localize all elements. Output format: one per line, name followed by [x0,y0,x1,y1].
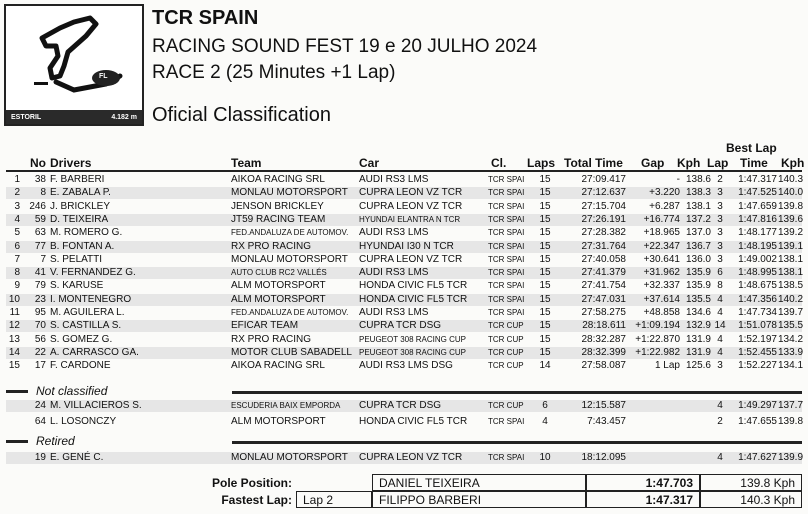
position: 9 [14,280,20,292]
team-name: FED.ANDALUZA DE AUTOMOV. [231,228,349,238]
best-lap-kph: 134.1 [778,360,804,372]
table-row [6,214,802,226]
best-lap-kph: 140.0 [778,187,804,199]
team-header: Team [231,156,262,170]
car-model: AUDI RS3 LMS [359,174,429,185]
best-lap-number: 4 [717,452,723,463]
avg-kph: 135.9 [685,267,711,279]
laps: 15 [539,174,551,185]
car-model: CUPRA LEON VZ TCR [359,187,463,199]
car-header: Car [359,156,380,170]
best-lap-time: 1:47.525 [738,187,777,199]
team-name: MOTOR CLUB SABADELL [231,346,352,358]
table-row [6,452,802,464]
best-lap-number: 2 [717,174,723,185]
best-lap-time: 1:47.816 [738,213,777,225]
team-name: FED.ANDALUZA DE AUTOMOV. [231,308,349,317]
class: TCR CUP [488,321,524,331]
laps: 15 [539,346,551,358]
best-lap-number: 4 [717,400,723,411]
avg-kph: 137.2 [685,213,711,225]
best-lap-number: 8 [717,280,723,292]
total-time: 27:28.382 [581,227,626,239]
total-time: 27:40.058 [581,253,626,265]
best-lap-number: 4 [717,333,723,345]
best-lap-kph: 138.1 [778,253,804,265]
best-lap-kph: 133.9 [778,346,804,358]
best-lap-kph: 137.7 [778,400,804,411]
best-lap-time: 1:49.002 [738,253,777,265]
car-model: AUDI RS3 LMS [359,267,429,279]
best-lap-time: 1:52.227 [738,360,777,372]
team-name: RX PRO RACING [231,240,312,252]
position: 10 [8,293,20,305]
laps: 6 [542,400,548,411]
avg-kph: 125.6 [685,360,711,372]
total-time: 27:31.764 [581,240,626,252]
gap: +6.287 [649,200,680,212]
best-lap-time: 1:51.078 [738,320,777,332]
class-header: Cl. [491,156,507,170]
car-number: 79 [34,280,46,292]
gap: +16.774 [643,213,680,225]
laps: 15 [539,267,551,279]
car-number: 7 [40,253,46,265]
best-lap-number: 3 [717,360,723,372]
car-model: HYUNDAI ELANTRA N TCR [359,214,461,224]
circuit-length: 4.182 m [111,113,137,121]
position: 7 [14,253,20,265]
laps: 15 [539,293,551,305]
table-row [6,307,802,319]
class: TCR SPAI [488,201,525,211]
table-row [6,347,802,359]
position: 1 [14,174,20,185]
avg-kph: 136.7 [685,240,711,252]
best-lap-time: 1:48.995 [738,267,777,279]
team-name: MONLAU MOTORSPORT [231,452,348,463]
race-title: RACE 2 (25 Minutes +1 Lap) [152,62,396,83]
car-number: 19 [34,452,46,463]
team-name: MONLAU MOTORSPORT [231,253,348,265]
fastest-time: 1:47.317 [586,491,700,508]
table-row [6,227,802,239]
best-lap-number: 2 [717,416,723,427]
avg-kph: 138.1 [685,200,711,212]
car-number: 8 [40,187,46,199]
table-row [6,267,802,279]
total-time: 28:32.287 [581,333,626,345]
car-number: 77 [34,240,46,252]
best-lap-kph: 139.6 [778,213,804,225]
best-lap-time: 1:47.655 [738,416,777,427]
table-row [6,254,802,266]
best-lap-kph: 135.5 [778,320,804,332]
best-lap-kph: 139.1 [778,240,804,252]
gap: +18.965 [643,227,680,239]
gap: +22.347 [643,240,680,252]
avg-kph: 138.3 [685,187,711,199]
avg-kph: 138.6 [685,174,711,185]
table-row [6,187,802,199]
driver-name: S. GOMEZ G. [50,333,113,345]
laps: 15 [539,213,551,225]
avg-kph: 137.0 [685,227,711,239]
pole-driver: DANIEL TEIXEIRA [372,474,586,491]
header-rule [6,170,802,172]
team-name: ALM MOTORSPORT [231,280,326,292]
car-number: 22 [34,346,46,358]
laps: 15 [539,333,551,345]
total-time: 27:58.275 [581,307,626,318]
gap-header: Gap [641,156,665,170]
pole-position-label: Pole Position: [211,476,292,490]
car-model: PEUGEOT 308 RACING CUP [359,347,466,357]
table-row [6,241,802,253]
best-lap-kph: 138.1 [778,267,804,279]
table-row [6,174,802,186]
laps: 4 [542,416,548,427]
fastest-lap-number: Lap 2 [296,491,372,508]
lap-header: Lap [707,156,729,170]
table-row [6,201,802,213]
fastest-lap-label: Fastest Lap: [221,493,292,507]
car-number: 17 [34,360,46,372]
car-number: 24 [34,400,46,411]
best-lap-number: 3 [717,240,723,252]
class: TCR CUP [488,401,524,410]
laps: 15 [539,253,551,265]
car-model: CUPRA LEON VZ TCR [359,200,463,212]
best-lap-kph: 139.9 [778,452,804,463]
driver-name: S. KARUSE [50,280,104,292]
best-lap-number: 3 [717,200,723,212]
best-kph-header: Kph [781,156,805,170]
class: TCR SPAI [488,175,525,184]
class: TCR SPAI [488,453,525,462]
best-lap-kph: 139.2 [778,227,804,239]
car-model: HONDA CIVIC FL5 TCR [359,280,468,292]
car-number: 246 [29,200,46,212]
position: 6 [14,240,20,252]
table-row [6,360,802,372]
best-lap-time: 1:48.195 [738,240,777,252]
team-name: EFICAR TEAM [231,320,299,332]
team-name: AUTO CLUB RC2 VALLÉS [231,268,327,278]
section-rule [232,391,802,394]
retired-section [6,434,75,448]
laps: 10 [539,452,551,463]
best-lap-kph: 134.2 [778,333,804,345]
team-name: AIKOA RACING SRL [231,174,325,185]
total-time: 27:26.191 [581,213,626,225]
laps: 15 [539,187,551,199]
total-time: 27:41.379 [581,267,626,279]
gap: +31.962 [643,267,680,279]
car-number: 56 [34,333,46,345]
best-lap-time: 1:47.659 [738,200,777,212]
time-header: Time [740,156,768,170]
class: TCR CUP [488,361,524,371]
class: TCR SPAI [488,188,525,198]
total-time: 27:15.704 [581,200,626,212]
series-title: TCR SPAIN [152,7,259,29]
total-time-header: Total Time [564,156,623,170]
driver-name: F. CARDONE [50,360,111,372]
table-row [6,416,802,428]
table-row [6,320,802,332]
document-title: Oficial Classification [152,104,331,126]
position: 14 [8,346,20,358]
best-lap-number: 6 [717,267,723,279]
best-lap-time: 1:49.297 [738,400,777,411]
team-name: JT59 RACING TEAM [231,213,326,225]
position: 8 [14,267,20,279]
car-model: HONDA CIVIC FL5 TCR [359,293,468,305]
table-row [6,400,802,412]
driver-name: J. BRICKLEY [50,200,111,212]
class: TCR SPAI [488,417,525,426]
best-lap-kph: 140.2 [778,293,804,305]
logo-caption [6,110,142,124]
position: 5 [14,227,20,239]
laps: 15 [539,240,551,252]
pole-time: 1:47.703 [586,474,700,491]
car-number: 95 [34,307,46,318]
driver-name: F. BARBERI [50,174,105,185]
driver-name: E. ZABALA P. [50,187,111,199]
avg-kph: 135.5 [685,293,711,305]
avg-kph: 136.0 [685,253,711,265]
retired-label: Retired [36,434,75,448]
total-time: 27:58.087 [581,360,626,372]
driver-name: M. VILLACIEROS S. [50,400,142,411]
driver-name: E. GENÉ C. [50,452,104,463]
section-dash [6,440,28,443]
car-model: AUDI RS3 LMS DSG [359,360,453,372]
best-lap-time: 1:47.317 [738,174,777,185]
class: TCR SPAI [488,308,525,317]
best-lap-number: 14 [714,320,726,332]
driver-name: L. LOSONCZY [50,416,117,427]
pole-kph: 139.8 Kph [700,474,802,491]
position: 13 [8,333,20,345]
gap: +1:22.870 [635,333,680,345]
car-model: HONDA CIVIC FL5 TCR [359,416,468,427]
position: 11 [9,307,20,318]
best-lap-time: 1:47.734 [738,307,777,318]
gap: +37.614 [643,293,680,305]
car-model: CUPRA LEON VZ TCR [359,253,463,265]
laps: 14 [539,360,551,372]
best-lap-kph: 139.8 [778,416,804,427]
section-rule [232,441,802,444]
laps: 15 [539,280,551,292]
class: TCR CUP [488,347,524,357]
gap: +32.337 [643,280,680,292]
car-number: 70 [34,320,46,332]
laps: 15 [539,200,551,212]
driver-name: V. FERNANDEZ G. [50,267,136,279]
team-name: JENSON BRICKLEY [231,200,324,212]
best-lap-time: 1:52.197 [738,333,777,345]
total-time: 12:15.587 [581,400,626,411]
team-name: MONLAU MOTORSPORT [231,187,348,199]
avg-kph: 131.9 [685,346,711,358]
total-time: 18:12.095 [581,452,626,463]
not-classified-section [6,384,107,398]
total-time: 27:47.031 [581,293,626,305]
total-time: 7:43.457 [587,416,626,427]
best-lap-number: 4 [717,346,723,358]
total-time: 27:41.754 [581,280,626,292]
fastest-driver: FILIPPO BARBERI [372,491,586,508]
laps: 15 [539,320,551,332]
car-model: CUPRA LEON VZ TCR [359,452,463,463]
laps-header: Laps [527,156,556,170]
position: 15 [8,360,20,372]
class: TCR SPAI [488,281,525,291]
circuit-name: ESTORIL [11,113,42,121]
team-name: ALM MOTORSPORT [231,416,326,427]
drivers-header: Drivers [50,156,92,170]
kph-header: Kph [677,156,701,170]
position: 4 [14,213,20,225]
circuit-logo [4,4,144,126]
laps: 15 [539,307,551,318]
total-time: 27:12.637 [581,187,626,199]
class: TCR SPAI [488,228,525,238]
best-lap-kph: 140.3 [778,174,804,185]
car-number: 38 [34,174,46,185]
best-lap-time: 1:48.177 [738,227,777,239]
car-model: HYUNDAI I30 N TCR [359,240,454,252]
position: 3 [14,200,20,212]
avg-kph: 131.9 [685,333,711,345]
driver-name: D. TEIXEIRA [50,213,109,225]
car-model: PEUGEOT 308 RACING CUP [359,334,466,344]
car-number: 59 [34,213,46,225]
driver-name: S. PELATTI [50,253,103,265]
table-row [6,280,802,292]
fastest-kph: 140.3 Kph [700,491,802,508]
gap: +30.641 [643,253,680,265]
position: 12 [8,320,20,332]
best-lap-time: 1:47.627 [738,452,777,463]
car-model: AUDI RS3 LMS [359,307,429,318]
car-number: 41 [34,267,46,279]
best-lap-number: 4 [717,307,723,318]
class: TCR CUP [488,334,524,344]
position: 2 [14,187,20,199]
car-model: CUPRA TCR DSG [359,320,442,332]
driver-name: S. CASTILLA S. [50,320,122,332]
not-classified-label: Not classified [36,384,108,398]
laps: 15 [539,227,551,239]
best-lap-time: 1:52.455 [738,346,777,358]
class: TCR SPAI [488,294,525,304]
total-time: 28:18.611 [582,320,626,332]
best-lap-header: Best Lap [726,141,777,155]
car-model: AUDI RS3 LMS [359,227,429,239]
driver-name: M. ROMERO G. [50,227,123,239]
gap: +48.858 [643,307,680,318]
best-lap-number: 4 [717,293,723,305]
avg-kph: 132.9 [685,320,711,332]
team-name: ESCUDERIA BAIX EMPORDA [231,401,341,410]
event-title: RACING SOUND FEST 19 e 20 JULHO 2024 [152,36,538,57]
best-lap-kph: 138.5 [778,280,804,292]
class: TCR SPAI [488,214,525,224]
best-lap-kph: 139.8 [778,200,804,212]
best-lap-time: 1:48.675 [738,280,777,292]
class: TCR SPAI [488,241,525,251]
best-lap-number: 3 [717,227,723,239]
avg-kph: 134.6 [685,307,711,318]
team-name: ALM MOTORSPORT [231,293,326,305]
no-header: No [30,156,46,170]
class: TCR SPAI [488,254,525,264]
driver-name: M. AGUILERA L. [50,307,125,318]
driver-name: B. FONTAN A. [50,240,115,252]
best-lap-number: 3 [717,253,723,265]
gap: 1 Lap [654,360,680,372]
car-number: 64 [34,416,46,427]
best-lap-kph: 139.7 [778,307,804,318]
team-name: AIKOA RACING SRL [231,360,325,372]
car-number: 63 [34,227,46,239]
section-dash [6,390,28,393]
circuit-map-icon [16,12,136,108]
team-name: RX PRO RACING [231,333,312,345]
driver-name: A. CARRASCO GA. [50,346,139,358]
best-lap-time: 1:47.356 [738,293,777,305]
table-row [6,334,802,346]
driver-name: I. MONTENEGRO [50,293,132,305]
car-number: 23 [34,293,46,305]
best-lap-number: 3 [717,187,723,199]
gap: +1:09.194 [635,320,680,332]
class: TCR SPAI [488,268,525,278]
gap: - [676,174,680,185]
car-model: CUPRA TCR DSG [359,400,442,411]
gap: +3.220 [649,187,680,199]
best-lap-number: 3 [717,213,723,225]
gap: +1:22.982 [635,346,680,358]
table-row [6,294,802,306]
total-time: 27:09.417 [581,174,626,185]
logo-badge: FL [99,73,108,80]
avg-kph: 135.9 [685,280,711,292]
total-time: 28:32.399 [581,346,626,358]
